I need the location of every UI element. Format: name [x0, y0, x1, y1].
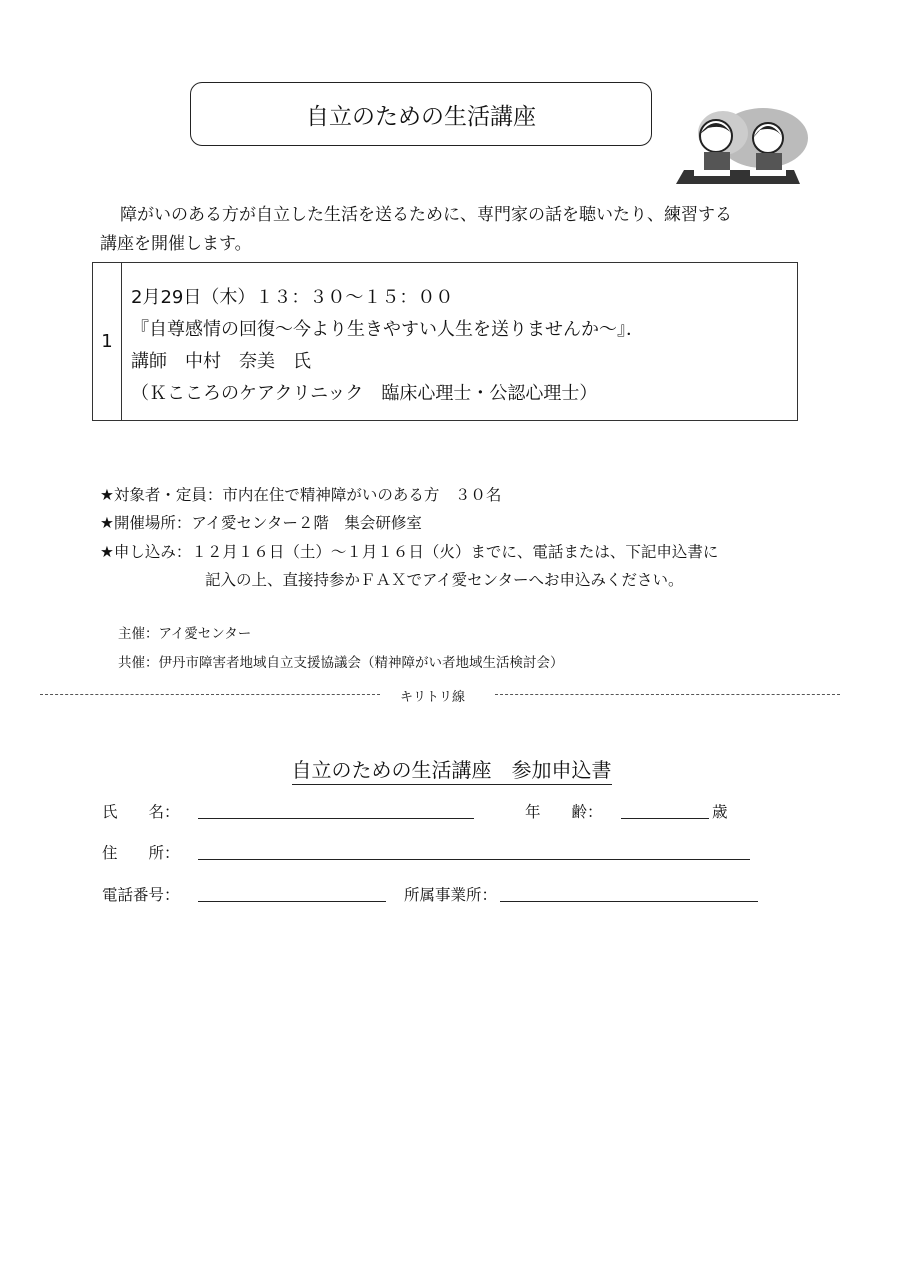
organizer: 主催：アイ愛センター	[118, 626, 252, 642]
phone-field[interactable]	[198, 901, 386, 902]
age-field[interactable]	[621, 818, 709, 819]
session-affiliation: （Ｋこころのケアクリニック 臨床心理士・公認心理士）	[131, 383, 598, 404]
info-application: ★申し込み：１２月１６日（土）～１月１６日（火）までに、電話または、下記申込書に	[100, 543, 719, 561]
intro-line-1: 障がいのある方が自立した生活を送るために、専門家の話を聴いたり、練習する	[120, 205, 732, 225]
session-table	[92, 262, 798, 421]
office-field[interactable]	[500, 901, 758, 902]
office-label: 所属事業所：	[404, 886, 498, 904]
session-topic: 『自尊感情の回復～今より生きやすい人生を送りませんか～』．	[131, 319, 644, 340]
info-venue: ★開催場所：アイ愛センター２階 集会研修室	[100, 514, 422, 532]
session-datetime: 2月29日（木）１３：３０～１５：００	[131, 287, 454, 308]
form-title-text: 自立のための生活講座 参加申込書	[292, 758, 612, 785]
page-title: 自立のための生活講座	[190, 82, 652, 146]
phone-label: 電話番号：	[102, 886, 180, 904]
address-label: 住 所：	[102, 844, 180, 862]
form-title	[0, 754, 903, 783]
cut-line-right	[495, 694, 840, 695]
info-target: ★対象者・定員：市内在住で精神障がいのある方 ３０名	[100, 486, 502, 504]
students-illustration	[668, 98, 808, 190]
intro-line-2: 講座を開催します。	[100, 234, 252, 254]
name-field[interactable]	[198, 818, 474, 819]
cut-line-left	[40, 694, 380, 695]
session-number: 1	[93, 263, 122, 420]
age-unit: 歳	[712, 803, 728, 821]
info-application-cont: 記入の上、直接持参かＦＡＸでアイ愛センターへお申込みください。	[205, 571, 684, 589]
name-label: 氏 名：	[102, 803, 180, 821]
address-field[interactable]	[198, 859, 750, 860]
cut-line-label: キリトリ線	[400, 690, 466, 705]
co-organizer: 共催：伊丹市障害者地域自立支援協議会（精神障がい者地域生活検討会）	[118, 655, 564, 671]
session-lecturer: 講師 中村 奈美 氏	[131, 351, 311, 372]
age-label: 年 齢：	[525, 803, 603, 821]
